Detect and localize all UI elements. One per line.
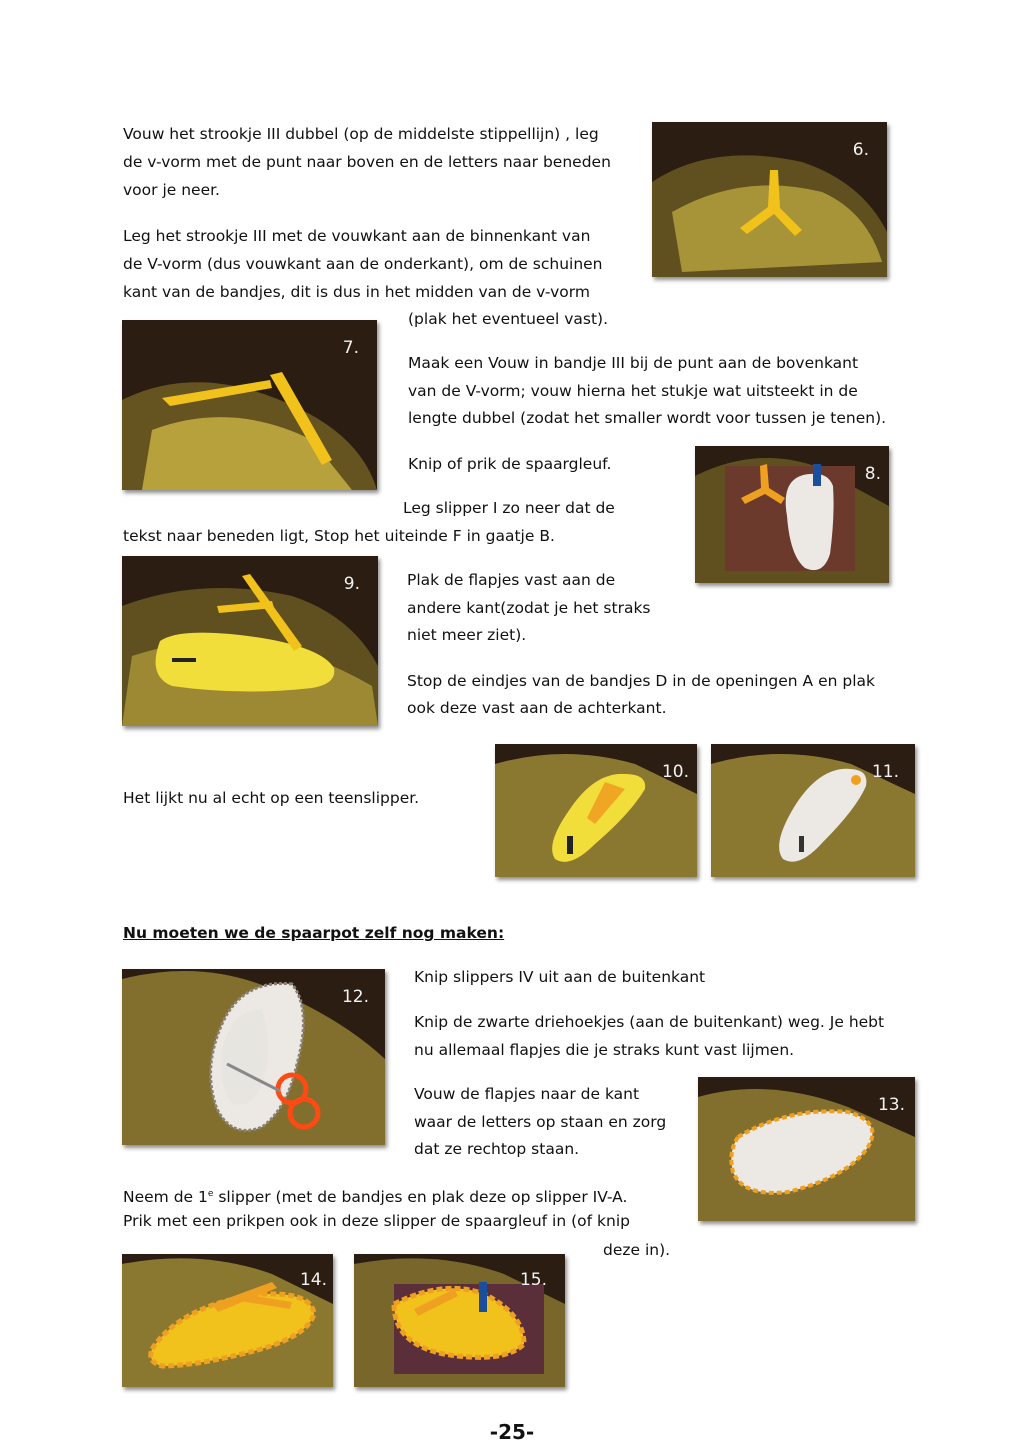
photo-number-7: 7.	[342, 338, 359, 358]
text-p2-line1: Leg het strookje III met de vouwkant aan de binnenkant van	[123, 227, 591, 245]
text-p1-line2: de v-vorm met de punt naar boven en de letters naar beneden	[123, 153, 611, 171]
page-number: -25-	[489, 1420, 535, 1444]
photo-number-9: 9.	[343, 574, 360, 594]
text-p12-part-b: slipper (met de bandjes en plak deze op slipper IV-A.	[213, 1188, 628, 1207]
photo-number-11: 11.	[871, 762, 899, 782]
photo-step-10	[495, 744, 697, 877]
text-p12-superscript: e	[207, 1189, 214, 1199]
text-p4: Knip of prik de spaargleuf.	[408, 455, 612, 473]
text-p6-line1: Plak de flapjes vast aan de	[407, 571, 616, 589]
photo-step-11	[711, 744, 915, 877]
text-p10-line2: nu allemaal flapjes die je straks kunt vast lijmen.	[414, 1041, 795, 1059]
section-heading: Nu moeten we de spaarpot zelf nog maken:	[123, 924, 505, 942]
photo-step-6	[652, 122, 887, 277]
text-p12-line3: deze in).	[603, 1241, 671, 1259]
photo-number-8: 8.	[864, 464, 881, 484]
text-p1-line1: Vouw het strookje III dubbel (op de middelste stippellijn) , leg	[123, 125, 599, 143]
photo-step-12	[122, 969, 385, 1145]
photo-number-12: 12.	[341, 987, 369, 1007]
text-p3-line2: van de V-vorm; vouw hierna het stukje wat uitsteekt in de	[408, 382, 858, 400]
text-p6-line2: andere kant(zodat je het straks	[407, 599, 651, 617]
text-p11-line3: dat ze rechtop staan.	[414, 1140, 580, 1158]
text-p5-line2: tekst naar beneden ligt, Stop het uiteinde F in gaatje B.	[123, 527, 555, 545]
text-p12-part-a: Neem de 1	[123, 1188, 208, 1207]
photo-number-13: 13.	[877, 1095, 905, 1115]
text-p5-line1: Leg slipper I zo neer dat de	[403, 499, 615, 517]
photo-number-10: 10.	[661, 762, 689, 782]
photo-number-14: 14.	[299, 1270, 327, 1290]
text-p2-line2: de V-vorm (dus vouwkant aan de onderkant), om de schuinen	[123, 255, 603, 273]
text-p9: Knip slippers IV uit aan de buitenkant	[414, 968, 706, 986]
text-p7-line2: ook deze vast aan de achterkant.	[407, 699, 667, 717]
text-p2-line4: (plak het eventueel vast).	[408, 310, 609, 328]
photo-step-13	[698, 1077, 915, 1221]
photo-step-14	[122, 1254, 333, 1387]
photo-step-9	[122, 556, 378, 726]
photo-step-8	[695, 446, 889, 583]
text-p2-line3: kant van de bandjes, dit is dus in het midden van de v-vorm	[123, 283, 590, 301]
text-p1-line3: voor je neer.	[123, 181, 220, 199]
text-p12-line2: Prik met een prikpen ook in deze slipper de spaargleuf in (of knip	[123, 1212, 630, 1230]
text-p11-line1: Vouw de flapjes naar de kant	[414, 1085, 640, 1103]
photo-number-15: 15.	[519, 1270, 547, 1290]
photo-step-7	[122, 320, 377, 490]
text-p3-line1: Maak een Vouw in bandje III bij de punt aan de bovenkant	[408, 354, 859, 372]
text-p6-line3: niet meer ziet).	[407, 626, 527, 644]
text-p7-line1: Stop de eindjes van de bandjes D in de openingen A en plak	[407, 672, 875, 690]
text-p8: Het lijkt nu al echt op een teenslipper.	[123, 789, 420, 807]
photo-number-6: 6.	[852, 140, 869, 160]
text-p3-line3: lengte dubbel (zodat het smaller wordt voor tussen je tenen).	[408, 409, 887, 427]
photo-step-15	[354, 1254, 565, 1387]
text-p11-line2: waar de letters op staan en zorg	[414, 1113, 667, 1131]
text-p10-line1: Knip de zwarte driehoekjes (aan de buitenkant) weg. Je hebt	[414, 1013, 885, 1031]
